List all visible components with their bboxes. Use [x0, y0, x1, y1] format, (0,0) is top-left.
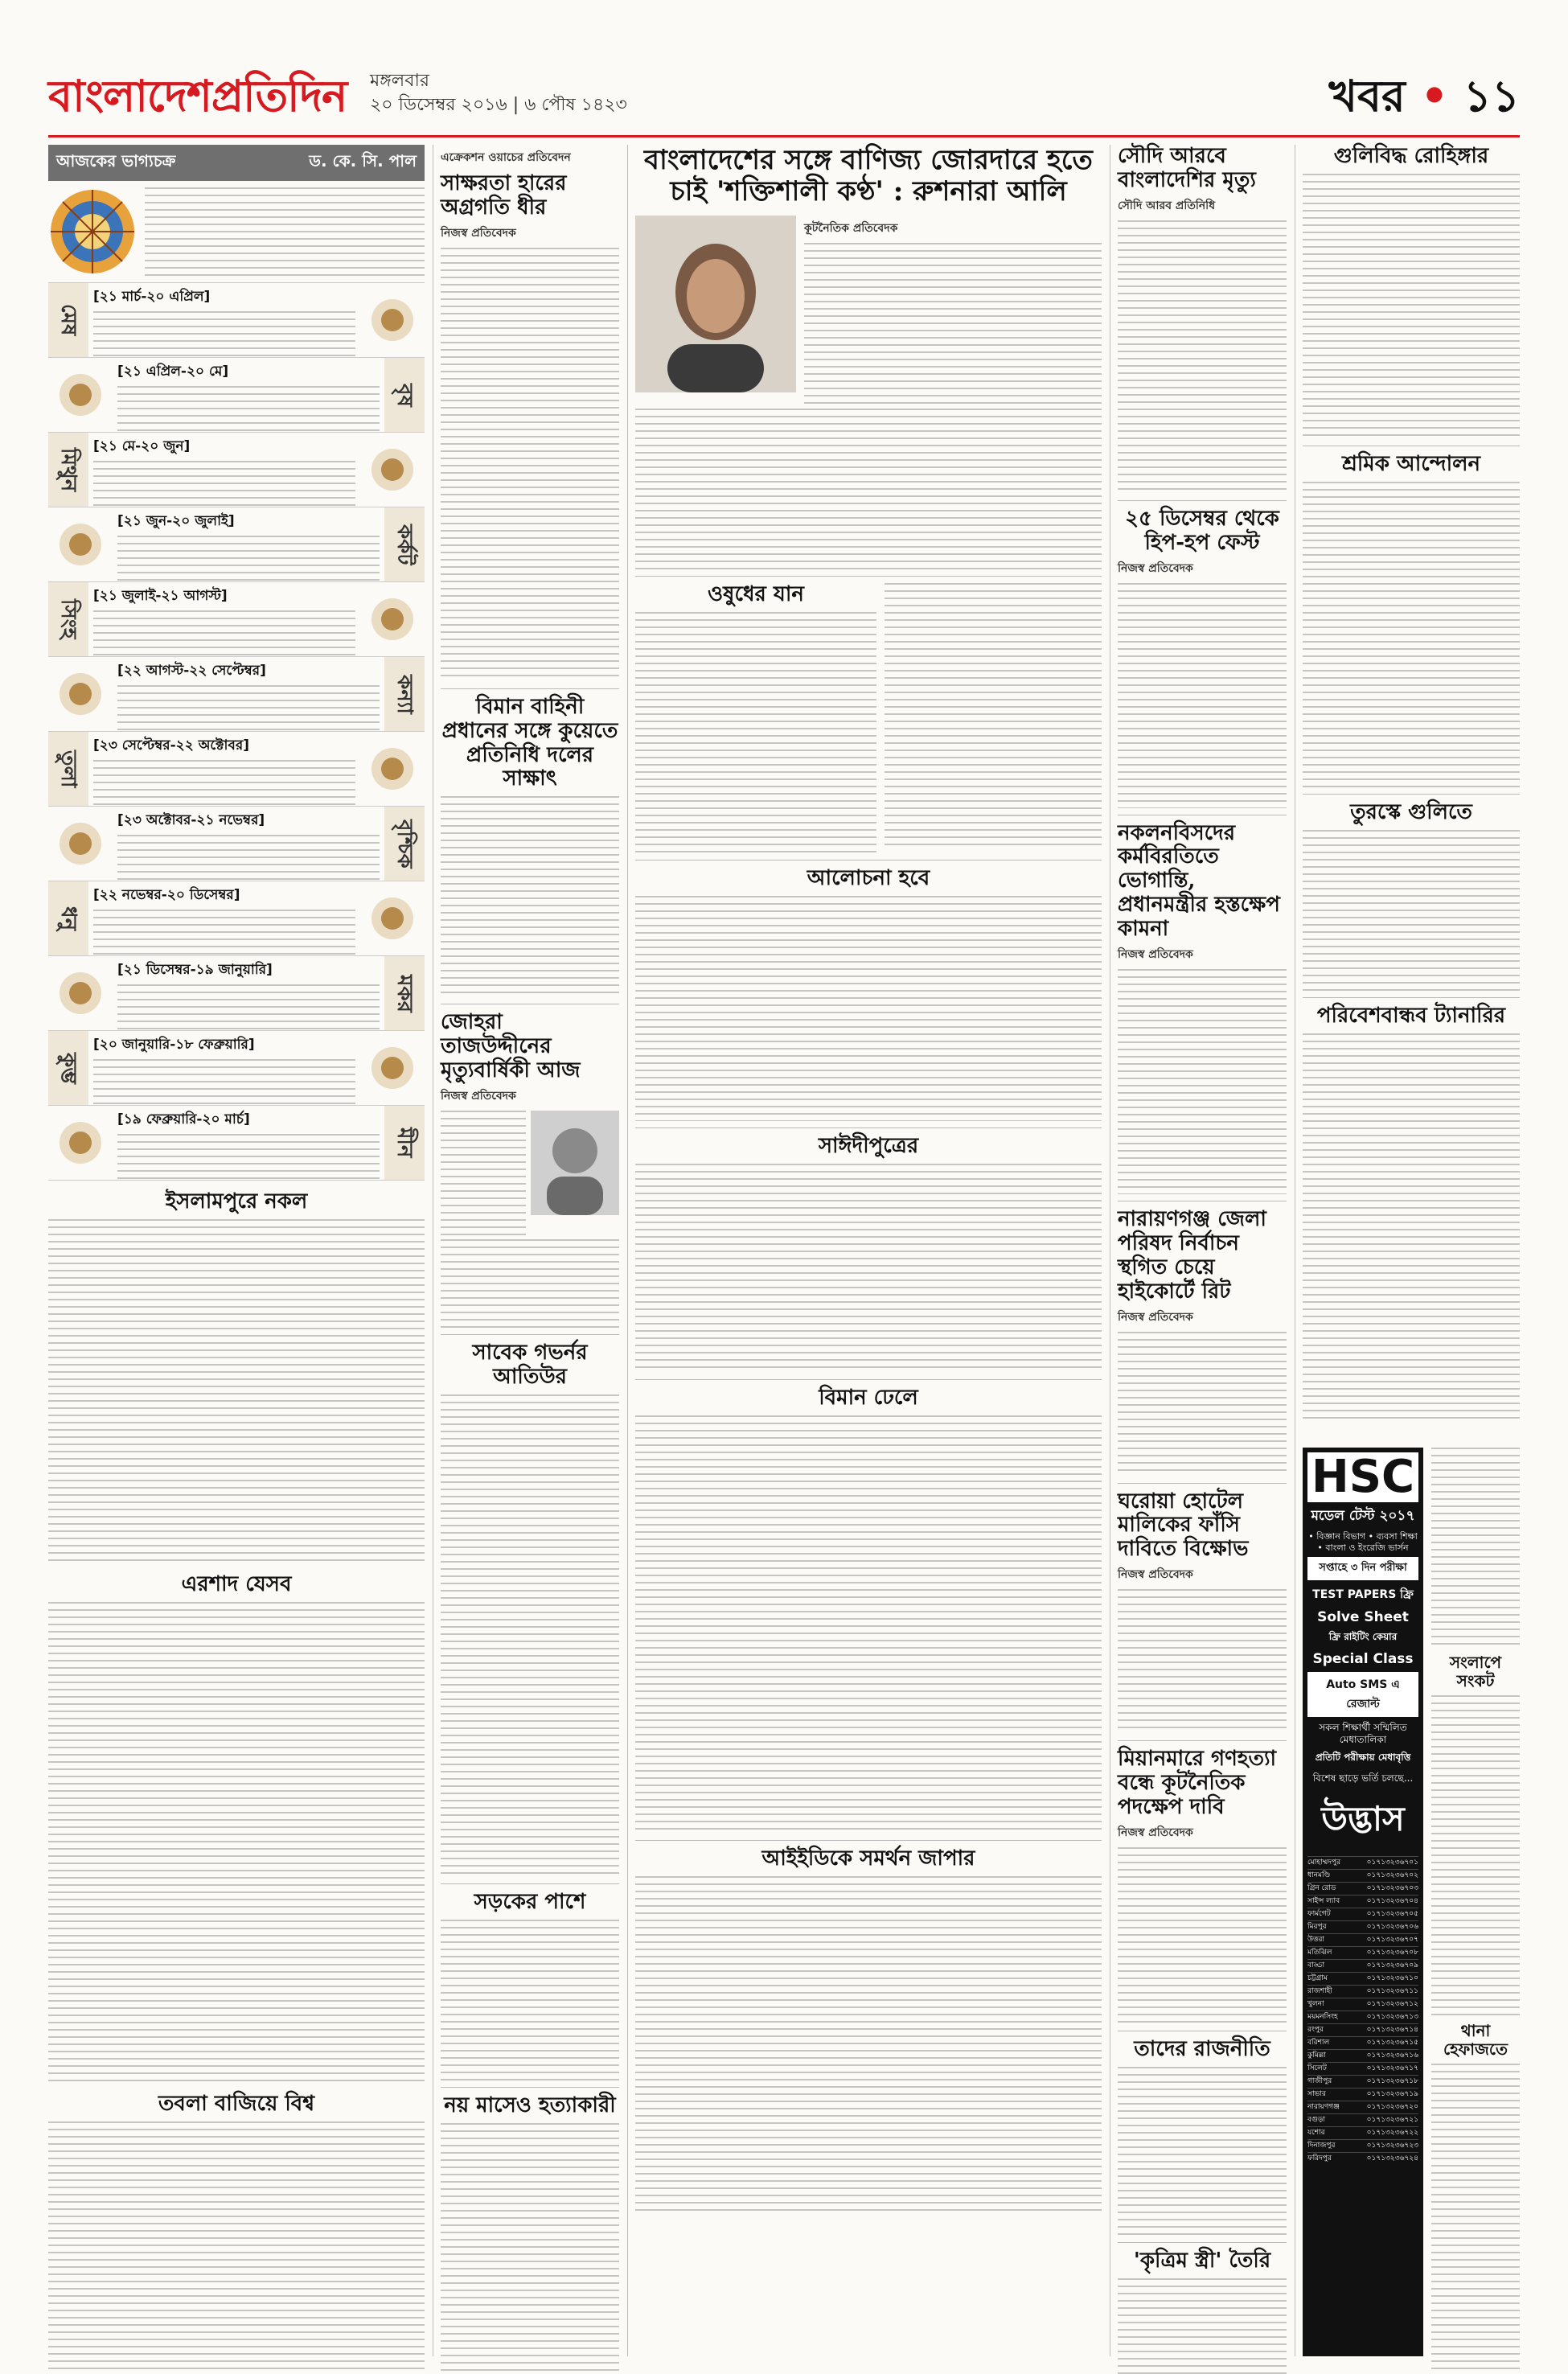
ad-feature-8: বিশেষ ছাড়ে ভর্তি চলছে... — [1312, 1772, 1414, 1784]
zodiac-symbol-icon — [368, 446, 417, 494]
headline-hiphop: ২৫ ডিসেম্বর থেকে হিপ-হপ ফেস্ট — [1125, 506, 1279, 555]
byline: নিজস্ব প্রতিবেদক — [1118, 1310, 1193, 1324]
horoscope-sign — [48, 1031, 425, 1106]
zodiac-date-range: [২১ ডিসেম্বর-১৯ জানুয়ারি] — [117, 962, 273, 978]
headline-sadhin: সাঈদীপুত্রের — [818, 1133, 919, 1158]
ad-feature-7: প্রতিটি পরীক্ষায় মেধাবৃত্তি — [1315, 1752, 1411, 1763]
zodiac-wheel-icon — [48, 187, 137, 276]
branch-phone: ০১৭১৩২৩৬৭২২ — [1366, 2129, 1418, 2137]
branch-name: ফরিদপুর — [1307, 2154, 1332, 2162]
branch-phone: ০১৭১৩২৩৬৭১২ — [1366, 2000, 1418, 2008]
horoscope-intro — [48, 181, 425, 283]
ad-branch-row — [1307, 2126, 1418, 2139]
branch-phone: ০১৭১৩২৩৬৭০৮ — [1366, 1949, 1418, 1957]
branch-phone: ০১৭১৩২৩৬৭২৪ — [1366, 2154, 1418, 2162]
headline: তবলা বাজিয়ে বিশ্ব — [158, 2091, 315, 2116]
zodiac-date-range: [২১ এপ্রিল-২০ মে] — [117, 363, 229, 380]
ad-branch-row — [1307, 1895, 1418, 1908]
zodiac-symbol-icon — [368, 296, 417, 344]
branch-name: গাজীপুর — [1307, 2077, 1332, 2085]
branch-name: ধানমণ্ডি — [1307, 1871, 1331, 1879]
page-number: ১১ — [1463, 70, 1520, 121]
zodiac-name: বৃষ — [384, 358, 425, 432]
headline-kritrim: 'কৃত্রিম স্ত্রী' তৈরি — [1133, 2248, 1271, 2273]
ad-streams: • বিজ্ঞান বিভাগ • ব্যবসা শিক্ষা • বাংলা ও ইংরেজি ভার্সন — [1308, 1531, 1418, 1553]
masthead — [48, 63, 1520, 135]
zodiac-date-range: [২১ মার্চ-২০ এপ্রিল] — [93, 289, 211, 305]
branch-phone: ০১৭১৩২৩৬৭১৩ — [1366, 2013, 1418, 2021]
ad-branch-row — [1307, 1920, 1418, 1933]
branch-phone: ০১৭১৩২৩৬৭১০ — [1366, 1974, 1418, 1982]
zodiac-symbol-icon — [56, 969, 105, 1017]
ad-branch-row — [1307, 2049, 1418, 2062]
ad-branch-row — [1307, 2139, 1418, 2152]
ad-branch-row — [1307, 2101, 1418, 2113]
zodiac-name: কন্যা — [384, 657, 425, 731]
ad-feature-5: Auto SMS এ রেজাল্ট — [1307, 1672, 1418, 1717]
branch-phone: ০১৭১৩২৩৬৭১১ — [1366, 1987, 1418, 1995]
branch-name: বগুড়া — [1307, 2116, 1326, 2124]
date: ২০ ডিসেম্বর ২০১৬ | ৬ পৌষ ১৪২৩ — [370, 95, 627, 115]
branch-phone: ০১৭১৩২৩৬৭১৫ — [1366, 2039, 1418, 2047]
branch-phone: ০১৭১৩২৩৬৭০৫ — [1366, 1910, 1418, 1918]
headline-thana: থানা হেফাজতে — [1443, 2021, 1508, 2059]
ad-branch-row — [1307, 2062, 1418, 2075]
horoscope-title: আজকের ভাগ্যচক্র — [56, 151, 176, 170]
branch-name: সাইন্স ল্যাব — [1307, 1897, 1340, 1905]
headline-nokol: নকলনবিসদের কর্মবিরতিতে ভোগান্তি, প্রধানমন্ত্রীর হস্তক্ষেপ কামনা — [1118, 820, 1280, 942]
branch-name: ফার্মগেট — [1307, 1910, 1331, 1918]
branch-name: রংপুর — [1307, 2026, 1324, 2034]
ad-feature-1: TEST PAPERS ফ্রি — [1312, 1588, 1414, 1601]
ad-branch-row — [1307, 1959, 1418, 1972]
zodiac-date-range: [২০ জানুয়ারি-১৮ ফেব্রুয়ারি] — [93, 1037, 255, 1053]
zodiac-symbol-icon — [368, 894, 417, 943]
branch-phone: ০১৭১৩২৩৬৭২০ — [1366, 2103, 1418, 2111]
byline: নিজস্ব প্রতিবেদক — [441, 1090, 516, 1103]
byline: নিজস্ব প্রতিবেদক — [1118, 1826, 1193, 1839]
article-ershad — [48, 1573, 425, 2084]
zodiac-symbol-icon — [56, 520, 105, 569]
branch-name: যশোর — [1307, 2129, 1325, 2137]
ad-branch-row — [1307, 2088, 1418, 2101]
zodiac-symbol-icon — [368, 745, 417, 793]
masthead-rule — [48, 135, 1520, 138]
branch-name: মিরপুর — [1307, 1923, 1327, 1931]
ad-subtitle: মডেল টেস্ট ২০১৭ — [1311, 1508, 1415, 1524]
horoscope-sign — [48, 433, 425, 507]
zodiac-date-range: [১৯ ফেব্রুয়ারি-২০ মার্চ] — [117, 1111, 250, 1127]
ad-branch-row — [1307, 1972, 1418, 1985]
branch-name: কুমিল্লা — [1307, 2052, 1326, 2060]
kicker: এক্রেকশন ওয়াচের প্রতিবেদন — [441, 151, 571, 164]
horoscope-sign — [48, 657, 425, 732]
article-tabla — [48, 2093, 425, 2374]
ad-branch-row — [1307, 2113, 1418, 2126]
headline-sorok: সড়কের পাশে — [474, 1889, 586, 1914]
headline-biman-chief: বিমান বাহিনী প্রধানের সঙ্গে কুয়েতে প্রতিনিধি দলের সাক্ষাৎ — [441, 694, 618, 791]
ad-branch-row — [1307, 2152, 1418, 2165]
zodiac-date-range: [২২ নভেম্বর-২০ ডিসেম্বর] — [93, 887, 240, 903]
zodiac-name: বৃশ্চিক — [384, 807, 425, 881]
headline-alochona: আলোচনা হবে — [807, 866, 930, 891]
branch-phone: ০১৭১৩২৩৬৭২১ — [1366, 2116, 1418, 2124]
branch-name: খুলনা — [1307, 2000, 1324, 2008]
horoscope-sign — [48, 283, 425, 358]
hsc-advertisement[interactable] — [1303, 1448, 1423, 2356]
branch-name: নারায়ণগঞ্জ — [1307, 2103, 1340, 2111]
column-2 — [441, 145, 619, 2374]
ad-branch-row — [1307, 2036, 1418, 2049]
branch-name: উত্তরা — [1307, 1936, 1325, 1944]
byline: নিজস্ব প্রতিবেদক — [1118, 948, 1193, 962]
byline: কূটনৈতিক প্রতিবেদক — [804, 222, 898, 236]
branch-name: দিনাজপুর — [1307, 2142, 1336, 2150]
zodiac-date-range: [২১ জুন-২০ জুলাই] — [117, 513, 235, 529]
headline: এরশাদ যেসব — [181, 1571, 292, 1596]
branch-name: মতিঝিল — [1307, 1949, 1332, 1957]
branch-phone: ০১৭১৩২৩৬৭১৬ — [1366, 2052, 1418, 2060]
branch-phone: ০১৭১৩২৩৬৭১৯ — [1366, 2090, 1418, 2098]
dateline — [370, 69, 627, 117]
branch-name: চট্টগ্রাম — [1307, 1974, 1328, 1982]
zodiac-symbol-icon — [56, 1119, 105, 1167]
zodiac-date-range: [২২ আগস্ট-২২ সেপ্টেম্বর] — [117, 663, 266, 679]
column-6 — [1118, 145, 1287, 2374]
ad-branch-row — [1307, 1869, 1418, 1882]
headline-zohra: জোহরা তাজউদ্দীনের মৃত্যুবার্ষিকী আজ — [441, 1010, 581, 1083]
zodiac-name: মীন — [384, 1106, 425, 1180]
horoscope-sign — [48, 956, 425, 1031]
article-islampur — [48, 1190, 425, 1565]
ad-feature-4: Special Class — [1312, 1651, 1414, 1667]
branch-phone: ০১৭১৩২৩৬৭১৮ — [1366, 2077, 1418, 2085]
branch-phone: ০১৭১৩২৩৬৭০১ — [1366, 1859, 1418, 1867]
headline-idb: আইইডিকে সমর্থন জাপার — [761, 1846, 975, 1871]
branch-phone: ০১৭১৩২৩৬৭০৭ — [1366, 1936, 1418, 1944]
zodiac-name: কর্কট — [384, 507, 425, 581]
horoscope-header — [48, 145, 425, 181]
branch-phone: ০১৭১৩২৩৬৭১৪ — [1366, 2026, 1418, 2034]
branch-name: ময়মনসিংহ — [1307, 2013, 1338, 2021]
branch-phone: ০১৭১৩২৩৬৭০২ — [1366, 1871, 1418, 1879]
headline-sonlape: সংলাপে সংকট — [1449, 1653, 1502, 1690]
zodiac-name: ধনু — [48, 881, 88, 955]
zodiac-symbol-icon — [368, 1044, 417, 1092]
ad-branch-row — [1307, 1998, 1418, 2011]
ad-exam: সপ্তাহে ৩ দিন পরীক্ষা — [1307, 1557, 1418, 1580]
byline: নিজস্ব প্রতিবেদক — [441, 226, 516, 240]
newspaper-logo: বাংলাদেশপ্রতিদিন — [48, 70, 347, 121]
headline-noy-mase: নয় মাসেও হত্যাকারী — [444, 2093, 616, 2117]
zodiac-symbol-icon — [368, 595, 417, 643]
horoscope-sign — [48, 358, 425, 433]
headline-shromik: শ্রমিক আন্দোলন — [1341, 451, 1481, 476]
ad-brand-logo: উদ্ভাস — [1321, 1799, 1405, 1838]
column-7 — [1303, 145, 1520, 1419]
ad-branch-row — [1307, 1985, 1418, 1998]
zodiac-name: তুলা — [48, 732, 88, 806]
byline: নিজস্ব প্রতিবেদক — [1118, 1568, 1193, 1582]
branch-name: সিলেট — [1307, 2064, 1327, 2072]
branch-name: রাজশাহী — [1307, 1987, 1332, 1995]
headline-oshudh: ওষুধের যান — [708, 582, 804, 607]
headline-turosko: তুরস্কে গুলিতে — [1350, 799, 1472, 824]
zodiac-symbol-icon — [56, 670, 105, 718]
headline-zila: নারায়ণগঞ্জ জেলা পরিষদ নির্বাচন স্থগিত চেয়ে হাইকোর্টে রিট — [1118, 1207, 1266, 1304]
lead-photo — [635, 216, 796, 392]
branch-name: মোহাম্মদপুর — [1307, 1859, 1341, 1867]
headline-hotel: ঘরোয়া হোটেল মালিকের ফাঁসি দাবিতে বিক্ষোভ — [1118, 1489, 1249, 1562]
horoscope-sign — [48, 507, 425, 582]
zodiac-name: কুম্ভ — [48, 1031, 88, 1105]
branch-phone: ০১৭১৩২৩৬৭২৩ — [1366, 2142, 1418, 2150]
portrait-photo — [531, 1111, 619, 1215]
headline-rohingya: গুলিবিদ্ধ রোহিঙ্গার — [1333, 144, 1489, 168]
headline-lead: বাংলাদেশের সঙ্গে বাণিজ্য জোরদারে হতে চাই 'শক্তিশালী কণ্ঠ' : রুশনারা আলি — [644, 144, 1093, 208]
branch-name: বাড্ডা — [1307, 1961, 1325, 1969]
ad-feature-6: সকল শিক্ষার্থী সম্মিলিত মেধাতালিকা — [1319, 1722, 1407, 1745]
lead-block — [635, 145, 1102, 2214]
ad-branch-row — [1307, 1908, 1418, 1920]
horoscope-sign — [48, 881, 425, 956]
branch-name: বরিশাল — [1307, 2039, 1330, 2047]
branch-phone: ০১৭১৩২৩৬৭০৪ — [1366, 1897, 1418, 1905]
ad-branch-row — [1307, 1882, 1418, 1895]
ad-branch-row — [1307, 1856, 1418, 1869]
branch-phone: ০১৭১৩২৩৬৭০৩ — [1366, 1884, 1418, 1892]
ad-branch-list — [1307, 1856, 1418, 2165]
branch-phone: ০১৭১৩২৩৬৭১৭ — [1366, 2064, 1418, 2072]
headline-tannery: পরিবেশবান্ধব ট্যানারির — [1316, 1003, 1506, 1028]
column-7-bottom — [1431, 1448, 1520, 2369]
byline: সৌদি আরব প্রতিনিধি — [1118, 199, 1216, 212]
ad-feature-3: ফ্রি রাইটিং কেয়ার — [1328, 1631, 1398, 1642]
horoscope-author: ড. কে. সি. পাল — [309, 151, 417, 170]
horoscope-sign — [48, 1106, 425, 1181]
zodiac-date-range: [২১ জুলাই-২১ আগস্ট] — [93, 588, 228, 604]
zodiac-symbol-icon — [56, 371, 105, 419]
horoscope-list — [48, 283, 425, 1181]
column-1 — [48, 145, 425, 2374]
ad-branch-row — [1307, 2011, 1418, 2023]
ad-title: HSC — [1307, 1452, 1418, 1502]
ad-branch-row — [1307, 1933, 1418, 1946]
zodiac-name: মকর — [384, 956, 425, 1030]
zodiac-date-range: [২৩ অক্টোবর-২১ নভেম্বর] — [117, 812, 265, 828]
zodiac-name: সিংহ — [48, 582, 88, 656]
zodiac-name: মেষ — [48, 283, 88, 357]
ad-branch-row — [1307, 1946, 1418, 1959]
branch-name: গ্রিন রোড — [1307, 1884, 1336, 1892]
horoscope-sign — [48, 807, 425, 881]
zodiac-symbol-icon — [56, 819, 105, 868]
headline-myanmar: মিয়ানমারে গণহত্যা বন্ধে কূটনৈতিক পদক্ষেপ দাবি — [1118, 1747, 1277, 1820]
zodiac-name: মিথুন — [48, 433, 88, 507]
headline: ইসলামপুরে নকল — [165, 1189, 308, 1214]
zodiac-date-range: [২৩ সেপ্টেম্বর-২২ অক্টোবর] — [93, 737, 250, 754]
branch-phone: ০১৭১৩২৩৬৭০৯ — [1366, 1961, 1418, 1969]
day: মঙ্গলবার — [370, 71, 429, 91]
zodiac-date-range: [২১ মে-২০ জুন] — [93, 438, 191, 454]
headline-biman-dhele: বিমান ঢেলে — [819, 1385, 918, 1410]
ad-feature-2: Solve Sheet — [1317, 1609, 1409, 1625]
headline-rajniti: তাদের রাজনীতি — [1134, 2036, 1270, 2061]
headline-saudi: সৌদি আরবে বাংলাদেশির মৃত্যু — [1118, 144, 1256, 192]
ad-branch-row — [1307, 2075, 1418, 2088]
branch-name: সাভার — [1307, 2090, 1326, 2098]
headline-saksharata: সাক্ষরতা হারের অগ্রগতি ধীর — [441, 171, 567, 220]
horoscope-sign — [48, 732, 425, 807]
headline-governor: সাবেক গভর্নর আতিউর — [472, 1341, 588, 1389]
branch-phone: ০১৭১৩২৩৬৭০৬ — [1366, 1923, 1418, 1931]
byline: নিজস্ব প্রতিবেদক — [1118, 561, 1193, 575]
section-title: খবর • ১১ — [1328, 70, 1520, 121]
ad-branch-row — [1307, 2023, 1418, 2036]
horoscope-sign — [48, 582, 425, 657]
